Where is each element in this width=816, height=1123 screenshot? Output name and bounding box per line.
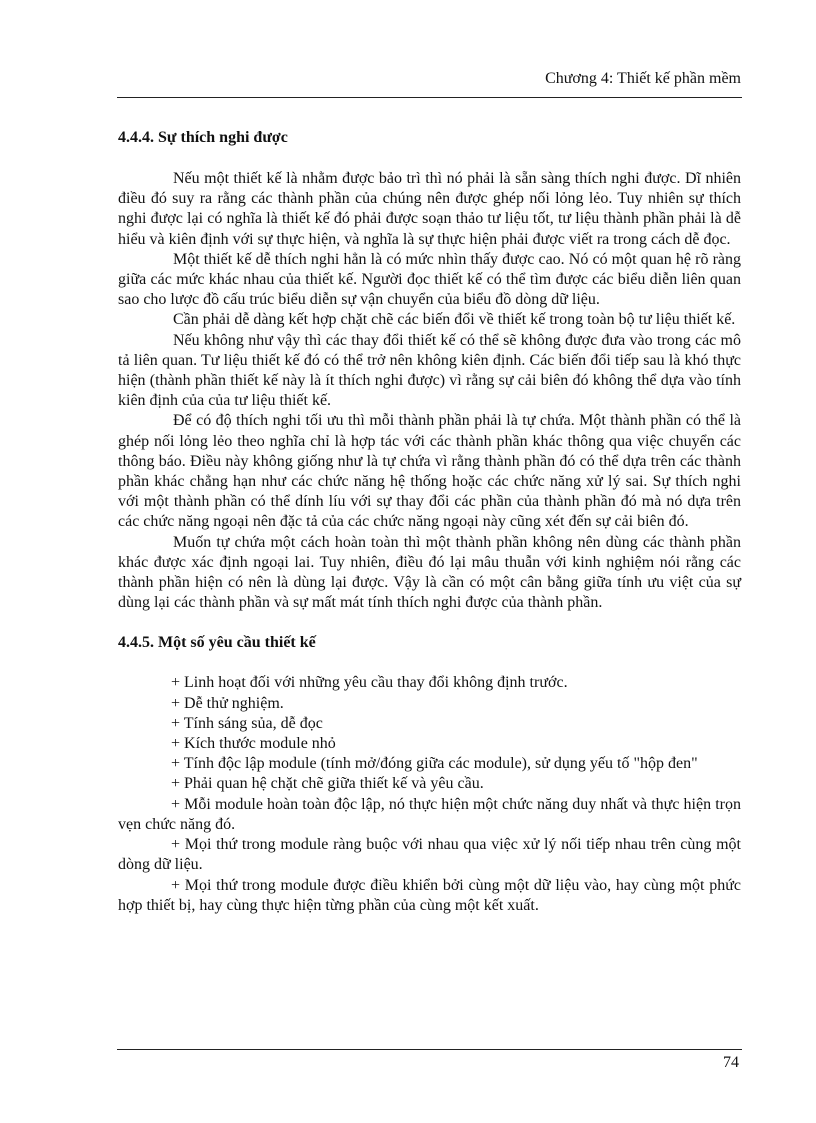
section-heading-4-4-5: 4.4.5. Một số yêu cầu thiết kế: [118, 634, 316, 652]
requirement-item: + Mọi thứ trong module ràng buộc với nhau qua việc xử lý nối tiếp nhau trên cùng một dòng dữ liệu.: [118, 836, 741, 874]
paragraph: Cần phải dễ dàng kết hợp chặt chẽ các biến đổi về thiết kế trong toàn bộ tư liệu thiết kế.: [173, 311, 736, 329]
page-number: 74: [723, 1054, 739, 1071]
requirement-item: + Linh hoạt đối với những yêu cầu thay đổi không định trước.: [171, 674, 568, 692]
header-divider: [117, 97, 742, 98]
requirement-item: + Dễ thử nghiệm.: [171, 694, 284, 712]
paragraph: Muốn tự chứa một cách hoàn toàn thì một thành phần không nên dùng các thành phần khác được xác định ngoại lai. Tuy nhiên, điều đó lại mâu thuẫn với kinh nghiệm nói rằng các thành phần hiện có nên là dùng lại được. Vậy là cần có một cân bằng giữa tính ưu việt của sự dùng lại các thành phần và sự mất mát tính thích nghi được của thành phần.: [118, 533, 741, 612]
requirement-item: + Phải quan hệ chặt chẽ giữa thiết kế và yêu cầu.: [171, 775, 484, 793]
paragraph: Nếu một thiết kế là nhằm được bảo trì thì nó phải là sẵn sàng thích nghi được. Dĩ nhiên điều đó suy ra rằng các thành phần của chúng nên được ghép nối lỏng lẻo. Tuy nhiên sự thích nghi được lại có nghĩa là thiết kế đó phải được soạn thảo tư liệu tốt, tư liệu thành phần phải là dễ hiểu và kiên định với sự thực hiện, và nghĩa là sự thực hiện phải được viết ra trong cách dễ đọc.: [118, 170, 741, 248]
requirement-item: + Mọi thứ trong module được điều khiển bởi cùng một dữ liệu vào, hay cùng một phức hợp thiết bị, hay cùng thực hiện từng phần của cùng một kết xuất.: [118, 876, 741, 914]
requirement-item: + Mỗi module hoàn toàn độc lập, nó thực hiện một chức năng duy nhất và thực hiện trọn vẹn chức năng đó.: [118, 795, 741, 833]
chapter-header-title: Chương 4: Thiết kế phần mềm: [545, 70, 741, 87]
footer-divider: [117, 1049, 742, 1050]
paragraph: Một thiết kế dễ thích nghi hẳn là có mức nhìn thấy được cao. Nó có một quan hệ rõ ràng giữa các mức khác nhau của thiết kế. Người đọc thiết kế có thể tìm được các biểu diễn liên quan sao cho lược đồ cấu trúc biểu diễn sự vận chuyển của biểu đồ dòng dữ liệu.: [118, 250, 741, 309]
paragraph: Để có độ thích nghi tối ưu thì mỗi thành phần phải là tự chứa. Một thành phần có thể là ghép nối lỏng lẻo theo nghĩa chỉ là hợp tác với các thành phần khác thông qua việc chuyển các thông báo. Điều này không giống như là tự chứa vì rằng thành phần đó có thể dựa trên các thành phần khác chẳng hạn như các chức năng hệ thống hoặc các chức năng xử lý sai. Sự thích nghi với một thành phần có thể dính líu với sự thay đổi các phần của thành phần đó mà nó dựa trên các chức năng ngoại nên đặc tả của các chức năng ngoại này cũng xét đến sự cải biên đó.: [118, 412, 741, 531]
requirement-item: + Tính sáng sủa, dễ đọc: [171, 714, 323, 732]
requirement-item: + Tính độc lập module (tính mở/đóng giữa các module), sử dụng yếu tố "hộp đen": [171, 755, 698, 773]
page-content: [118, 128, 741, 916]
paragraph: Nếu không như vậy thì các thay đổi thiết kế có thể sẽ không được đưa vào trong các mô tả liên quan. Tư liệu thiết kế đó có thể trở nên không kiên định. Các biến đổi tiếp sau là khó thực hiện (thành phần thiết kế này là ít thích nghi được) vì rằng sự cải biên đó không thể dựa vào tính kiên định của của tư liệu thiết kế.: [118, 331, 741, 410]
requirement-item: + Kích thước module nhỏ: [171, 735, 336, 753]
section-heading-4-4-4: 4.4.4. Sự thích nghi được: [118, 129, 288, 146]
